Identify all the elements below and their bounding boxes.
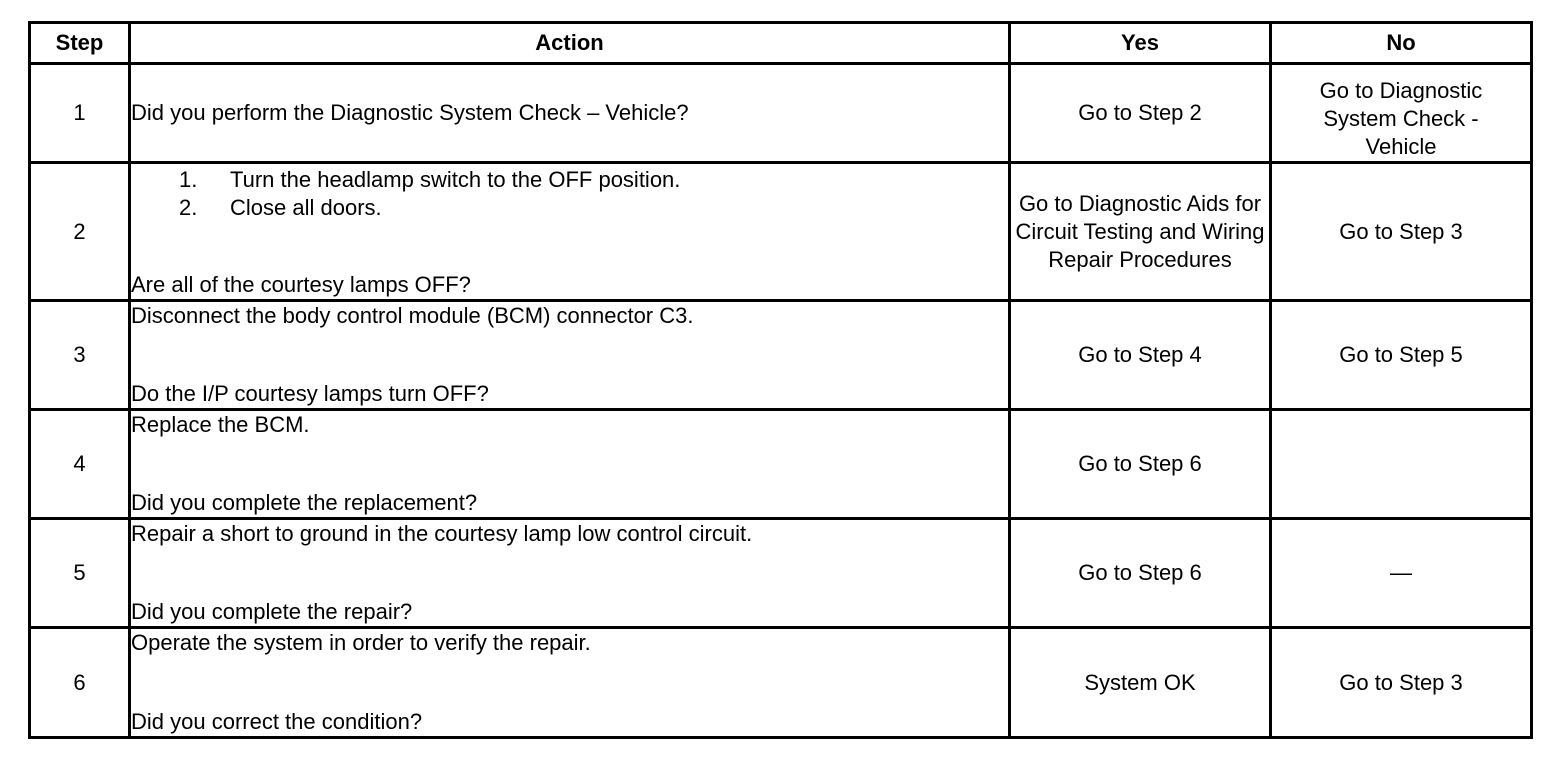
action-question: Are all of the courtesy lamps OFF? (131, 272, 471, 297)
action-question: Did you correct the condition? (131, 709, 423, 734)
action-question: Did you complete the repair? (131, 599, 413, 624)
header-step: Step (30, 23, 130, 64)
substep-number: 2. (179, 195, 198, 220)
action-cell (130, 163, 1010, 301)
no-cell (1271, 64, 1532, 163)
table-row (30, 64, 1532, 163)
substep-number: 1. (179, 167, 198, 192)
action-text: Replace the BCM. (131, 412, 310, 437)
header-no: No (1271, 23, 1532, 64)
step-number: 4 (30, 410, 130, 519)
yes-cell: Go to Step 2 (1010, 64, 1271, 163)
yes-text: Go to Diagnostic Aids for Circuit Testing and Wiring Repair Procedures (1015, 190, 1265, 272)
action-cell (130, 410, 1010, 519)
table-row (30, 410, 1532, 519)
header-yes: Yes (1010, 23, 1271, 64)
substep-list (131, 166, 1008, 222)
action-cell (130, 628, 1010, 738)
no-text: Go to Diagnostic System Check - Vehicle (1319, 78, 1483, 159)
action-cell (130, 519, 1010, 628)
action-text: Did you perform the Diagnostic System Check – Vehicle? (131, 100, 689, 125)
action-text: Disconnect the body control module (BCM) connector C3. (131, 303, 694, 328)
list-item (179, 194, 1008, 222)
diagnostic-table (28, 21, 1533, 739)
header-action: Action (130, 23, 1010, 64)
action-cell (130, 301, 1010, 410)
yes-cell (1010, 163, 1271, 301)
yes-cell: System OK (1010, 628, 1271, 738)
table-row (30, 301, 1532, 410)
yes-cell: Go to Step 4 (1010, 301, 1271, 410)
table-row (30, 628, 1532, 738)
no-cell: Go to Step 3 (1271, 163, 1532, 301)
step-number: 1 (30, 64, 130, 163)
no-cell: Go to Step 3 (1271, 628, 1532, 738)
table-row (30, 163, 1532, 301)
no-cell: Go to Step 5 (1271, 301, 1532, 410)
yes-cell: Go to Step 6 (1010, 519, 1271, 628)
step-number: 2 (30, 163, 130, 301)
substep-text: Close all doors. (230, 195, 382, 220)
action-cell (130, 64, 1010, 163)
header-row (30, 23, 1532, 64)
step-number: 6 (30, 628, 130, 738)
no-cell: — (1271, 519, 1532, 628)
action-question: Did you complete the replacement? (131, 490, 478, 515)
step-number: 3 (30, 301, 130, 410)
action-text: Operate the system in order to verify the repair. (131, 630, 591, 655)
action-question: Do the I/P courtesy lamps turn OFF? (131, 381, 489, 406)
no-cell (1271, 410, 1532, 519)
step-number: 5 (30, 519, 130, 628)
table-row (30, 519, 1532, 628)
substep-text: Turn the headlamp switch to the OFF position. (230, 167, 681, 192)
action-text: Repair a short to ground in the courtesy lamp low control circuit. (131, 521, 753, 546)
list-item (179, 166, 1008, 194)
yes-cell: Go to Step 6 (1010, 410, 1271, 519)
